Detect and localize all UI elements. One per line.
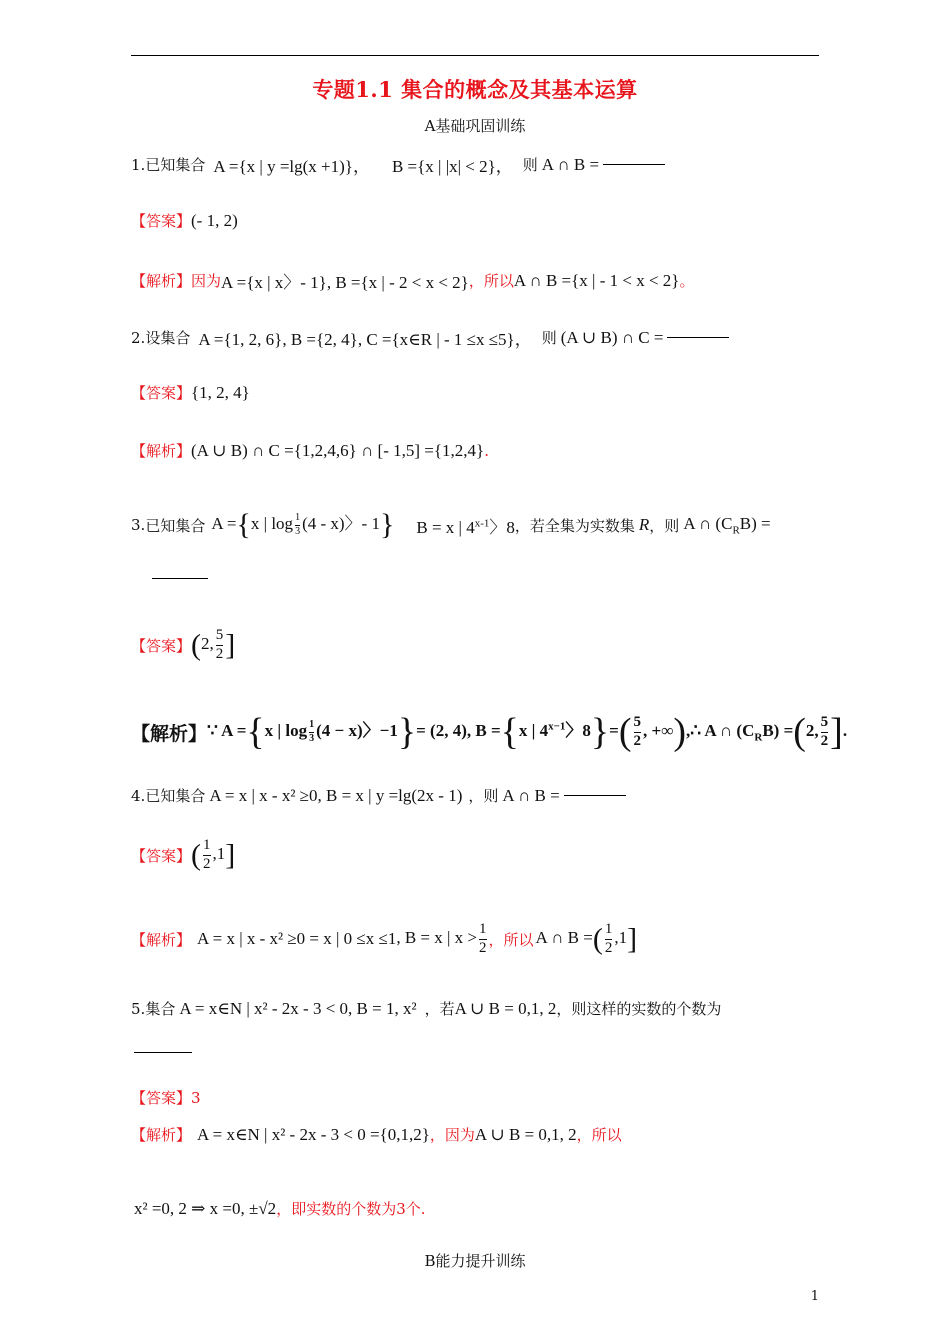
analysis-math: A ={x | x〉- 1}, B ={x | - 2 < x < 2} xyxy=(221,273,469,292)
analysis-end: . xyxy=(484,441,489,460)
answer-4 xyxy=(131,838,235,873)
question-4 xyxy=(131,785,626,806)
set-a-definition: A ={x | y =lg(x +1)}， xyxy=(213,157,370,176)
analysis-label: 【解析】 xyxy=(131,272,192,290)
question-3-blank xyxy=(152,578,208,579)
answer-value: {1, 2, 4} xyxy=(191,382,250,402)
analysis-math: A ∩ B ={x | - 1 < x < 2} xyxy=(513,270,680,290)
analysis-math: A ∪ B = 0,1, 2 xyxy=(474,1124,577,1144)
section-a-heading: A基础巩固训练 xyxy=(424,117,526,135)
analysis-math: x² =0, 2 ⇒ x =0, ±√2 xyxy=(134,1198,277,1218)
answer-label: 【答案】 xyxy=(131,636,192,655)
set-a-definition: A = x∈N | x² - 2x - 3 < 0 xyxy=(179,998,349,1018)
question-ask: A ∩ B = xyxy=(541,154,600,174)
set-b-definition: B = x | 4$^{x-1}$〉8 xyxy=(416,516,515,537)
set-b-definition: , B = x | y =lg(2x - 1) xyxy=(317,785,463,805)
answer-value: ( $\frac{1}{2}$ ,1] xyxy=(191,837,236,872)
question-2 xyxy=(131,325,729,350)
analysis-5-line-2 xyxy=(134,1198,426,1219)
question-text: ，若全集为实数集 xyxy=(514,516,635,535)
answer-blank xyxy=(564,795,626,796)
sets-definition: A ={1, 2, 6}, B ={2, 4}, C ={x∈R | - 1 ≤x ≤5}， xyxy=(198,330,532,349)
answer-value: 3 xyxy=(191,1088,201,1107)
answer-1 xyxy=(131,210,238,231)
set-a-definition: A = x | x - x² ≥0 xyxy=(209,785,318,805)
analysis-3 xyxy=(131,710,847,754)
analysis-1 xyxy=(131,268,694,293)
question-ask: A ∩ B = xyxy=(502,785,560,805)
answer-blank xyxy=(152,578,208,579)
analysis-text: ，所以 xyxy=(468,272,514,290)
analysis-label: 【解析】 xyxy=(131,722,208,745)
question-3 xyxy=(131,508,771,542)
question-number: 4. xyxy=(131,786,146,805)
question-then: 则 xyxy=(522,156,538,174)
answer-label: 【答案】 xyxy=(131,212,192,230)
answer-value: (2, $\frac{5}{2}$ ] xyxy=(191,627,236,662)
section-b-heading: B能力提升训练 xyxy=(424,1252,526,1270)
analysis-2 xyxy=(131,440,489,461)
set-b-definition: , B = 1, x² xyxy=(348,998,417,1018)
question-text: ，则这样的实数的个数为 xyxy=(556,1000,722,1018)
question-5 xyxy=(131,998,721,1019)
question-text: 已知集合 xyxy=(145,516,206,535)
answer-label: 【答案】 xyxy=(131,846,192,865)
answer-2 xyxy=(131,382,250,403)
question-text: 集合 xyxy=(145,1000,176,1018)
analysis-math: , B = x | x > $\frac{1}{2}$ xyxy=(396,921,487,956)
page-number: 1 xyxy=(810,1289,819,1304)
question-then: 则 xyxy=(541,329,557,347)
analysis-label: 【解析】 xyxy=(131,1126,192,1144)
answer-label: 【答案】 xyxy=(131,384,192,402)
answer-3 xyxy=(131,628,235,663)
question-number: 5. xyxy=(131,999,146,1018)
question-text: 已知集合 xyxy=(145,787,206,805)
question-1 xyxy=(131,152,665,177)
question-5-blank xyxy=(134,1052,192,1053)
answer-blank xyxy=(603,164,665,165)
analysis-label: 【解析】 xyxy=(131,930,192,949)
analysis-math: ∵ A ={x | log $\frac{1}{3}$ (4 − x)〉−1}= (2, 4), B ={x | $4^{x-1}$〉8}=( $\frac{5}{2}$ , +∞),∴ A ∩ $(C_RB) =(2$, $\frac{5}{2}$ ]. xyxy=(207,711,848,753)
analysis-label: 【解析】 xyxy=(131,442,192,460)
analysis-text: ，所以 xyxy=(576,1126,622,1144)
analysis-math: A ∩ B =( $\frac{1}{2}$ ,1] xyxy=(535,921,638,956)
page-title: 专题1.1 集合的概念及其基本运算 xyxy=(312,77,638,102)
question-number: 2. xyxy=(131,328,146,347)
union-condition: A ∪ B = 0,1, 2 xyxy=(454,998,557,1018)
header-rule xyxy=(131,55,819,56)
answer-blank xyxy=(134,1052,192,1053)
set-b-definition: B ={x | |x| < 2}， xyxy=(391,157,513,176)
question-ask: A ∩ $(C_RB)$ = xyxy=(683,513,771,537)
question-then: ，则 xyxy=(468,787,499,805)
universal-set: R xyxy=(638,515,650,534)
analysis-5 xyxy=(131,1124,622,1145)
question-text: 已知集合 xyxy=(145,156,206,174)
set-a-definition: A ={x | log $\frac{1}{3}$ (4 - x)〉- 1} xyxy=(211,508,395,541)
question-number: 1. xyxy=(131,155,146,174)
question-text: ，若 xyxy=(424,1000,455,1018)
answer-value: (- 1, 2) xyxy=(191,210,238,230)
analysis-math: (A ∪ B) ∩ C ={1,2,4,6} ∩ [- 1,5] ={1,2,4} xyxy=(191,440,485,460)
analysis-4 xyxy=(131,922,637,957)
analysis-text: ，即实数的个数为3个. xyxy=(276,1200,426,1218)
question-number: 3. xyxy=(131,516,146,534)
analysis-text: 因为 xyxy=(191,272,222,290)
question-ask: (A ∪ B) ∩ C = xyxy=(560,327,664,347)
answer-label: 【答案】 xyxy=(131,1089,192,1107)
analysis-text: ，因为 xyxy=(429,1126,475,1144)
analysis-end: 。 xyxy=(679,272,695,290)
answer-blank xyxy=(667,337,729,338)
question-then: ，则 xyxy=(649,516,680,535)
analysis-math: A = x | x - x² ≥0 = x | 0 ≤x ≤1 xyxy=(197,929,397,949)
analysis-text: ，所以 xyxy=(488,930,534,949)
answer-5 xyxy=(131,1087,201,1108)
question-text: 设集合 xyxy=(145,329,191,347)
analysis-math: A = x∈N | x² - 2x - 3 < 0 ={0,1,2} xyxy=(197,1124,430,1144)
